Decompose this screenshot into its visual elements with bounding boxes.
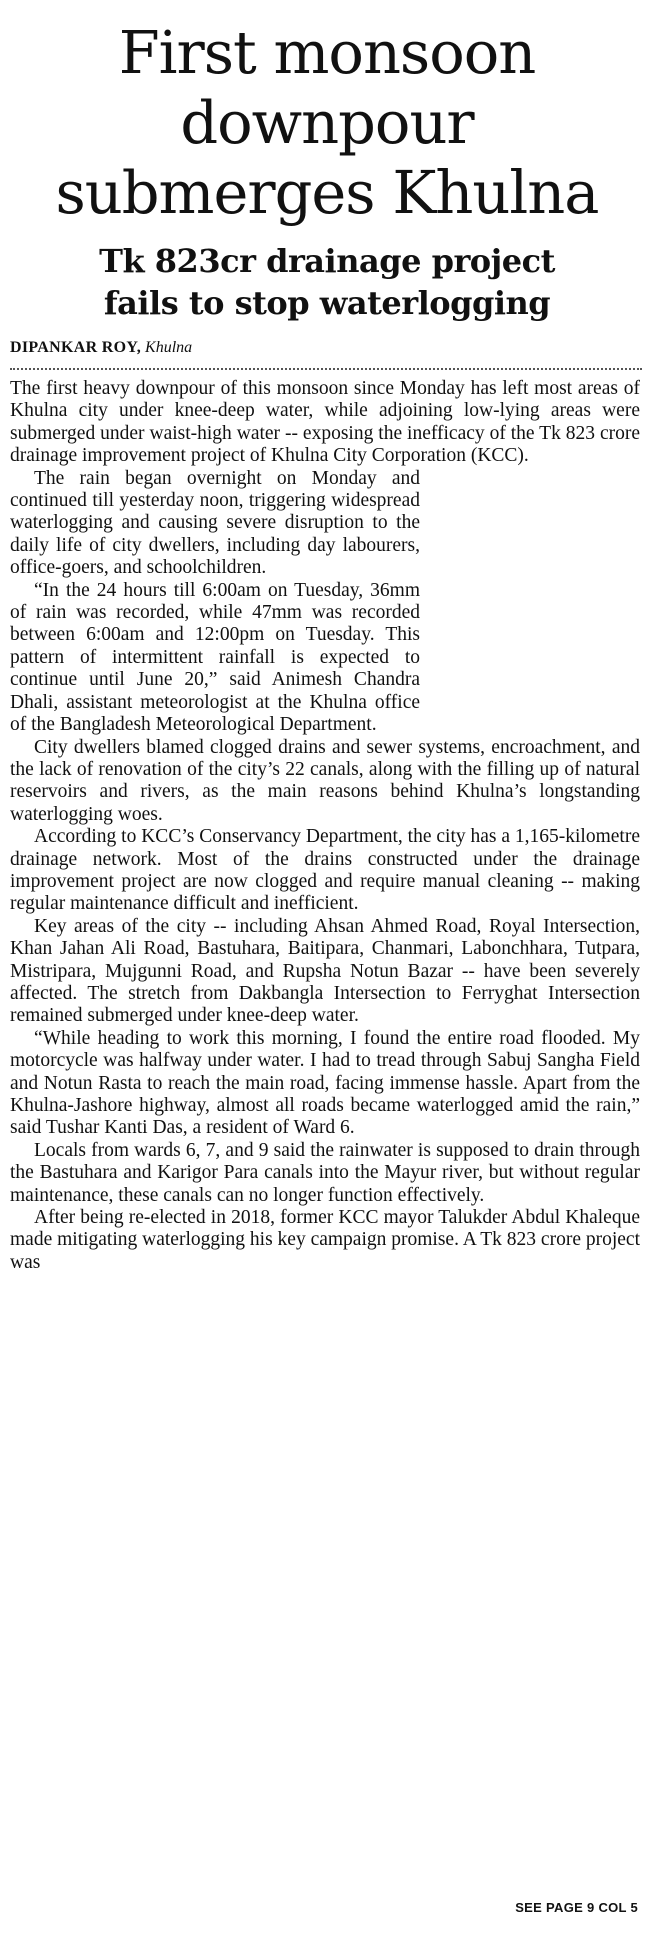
article-paragraph: Key areas of the city -- including Ahsan Ahmed Road, Royal Intersection, Khan Jahan Ali Road, Bastuhara, Baitipara, Chanmari, Labonchhara, Tutpara, Mistripara, Mujgunni Road, and Rupsha Notun Bazar -- have been severely affected. The stretch from Dakbangla Intersection to Ferryghat Intersection remained submerged under knee-deep water. — [10, 915, 640, 1027]
byline — [10, 338, 642, 370]
article-paragraph: The rain began overnight on Monday and continued till yesterday noon, triggering widespread waterlogging and causing severe disruption to the daily life of city dwellers, including day labourers, office-goers, and schoolchildren. — [10, 467, 420, 579]
article-paragraph: “In the 24 hours till 6:00am on Tuesday, 36mm of rain was recorded, while 47mm was recorded between 6:00am and 12:00pm on Tuesday. This pattern of intermittent rainfall is expected to continue until June 20,” said Animesh Chandra Dhali, assistant meteorologist at the Khulna office of the Bangladesh Meteorological Department. — [10, 579, 420, 736]
byline-author: DIPANKAR ROY, — [10, 339, 142, 356]
article-paragraph: “While heading to work this morning, I found the entire road flooded. My motorcycle was halfway under water. I had to tread through Sabuj Sangha Field and Notun Rasta to reach the main road, facing immense hassle. Apart from the Khulna-Jashore highway, almost all roads became waterlogged amid the rain,” said Tushar Kanti Das, a resident of Ward 6. — [10, 1027, 640, 1139]
article-paragraph: The first heavy downpour of this monsoon since Monday has left most areas of Khulna city under knee-deep water, while adjoining low-lying areas were submerged under waist-high water -- exposing the inefficacy of the Tk 823 crore drainage improvement project of Khulna City Corporation (KCC). — [10, 378, 640, 467]
news-article — [10, 0, 644, 1936]
headline-line: submerges Khulna — [55, 158, 599, 227]
subheadline — [10, 240, 644, 324]
article-paragraph: After being re-elected in 2018, former KCC mayor Talukder Abdul Khaleque made mitigating waterlogging his key campaign promise. A Tk 823 crore project was — [10, 1207, 640, 1273]
headline-line: First monsoon — [118, 18, 536, 87]
article-paragraph: City dwellers blamed clogged drains and sewer systems, encroachment, and the lack of renovation of the city’s 22 canals, along with the filling up of natural reservoirs and rivers, as the main reasons behind Khulna’s longstanding waterlogging woes. — [10, 736, 640, 825]
article-paragraph: Locals from wards 6, 7, and 9 said the rainwater is supposed to drain through the Bastuhara and Karigor Para canals into the Mayur river, but without regular maintenance, these canals can no longer function effectively. — [10, 1139, 640, 1206]
subheadline-line: Tk 823cr drainage project — [99, 242, 555, 280]
headline — [10, 18, 644, 228]
continuation-note: SEE PAGE 9 COL 5 — [515, 1900, 638, 1915]
article-body — [10, 378, 640, 1274]
subheadline-line: fails to stop waterlogging — [103, 284, 551, 322]
byline-location: Khulna — [145, 339, 193, 356]
article-paragraph: According to KCC’s Conservancy Department, the city has a 1,165-kilometre drainage network. Most of the drains constructed under the drainage improvement project are now clogged and require manual cleaning -- making regular maintenance difficult and inefficient. — [10, 826, 640, 915]
headline-line: downpour — [180, 88, 474, 157]
